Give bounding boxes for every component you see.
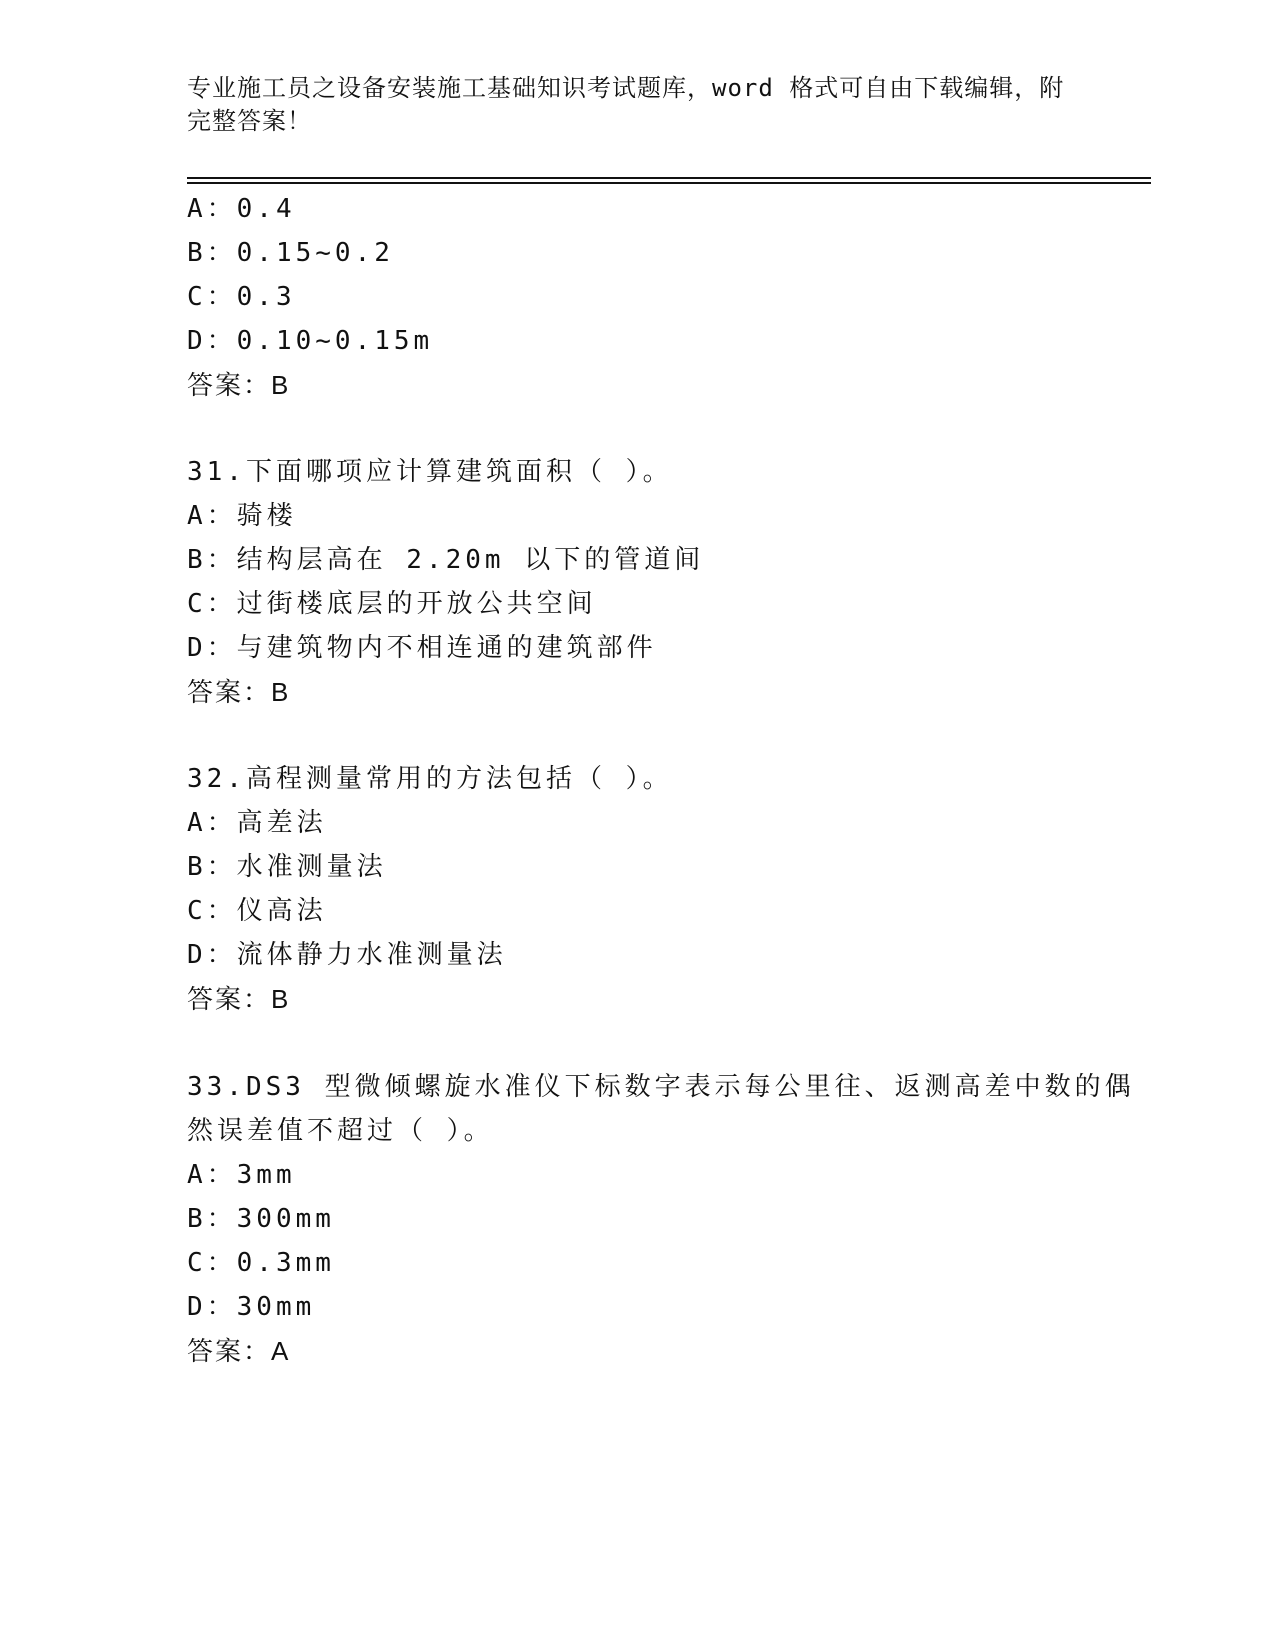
question-33-text-line1: 33.DS3 型微倾螺旋水准仪下标数字表示每公里往、返测高差中数的偶 — [187, 1072, 1135, 1102]
question-33-option-d: D：30mm — [187, 1292, 316, 1322]
question-31-option-d: D：与建筑物内不相连通的建筑部件 — [187, 633, 657, 663]
question-31-option-b: B：结构层高在 2.20m 以下的管道间 — [187, 545, 705, 575]
question-31-option-c: C：过街楼底层的开放公共空间 — [187, 589, 597, 619]
document-header: 专业施工员之设备安装施工基础知识考试题库，word 格式可自由下载编辑，附完整答案！ — [187, 74, 1065, 135]
header-divider-top — [187, 177, 1151, 179]
question-32-option-c: C：仪高法 — [187, 896, 327, 926]
question-31-option-a: A：骑楼 — [187, 501, 297, 531]
prev-option-c: C：0.3 — [187, 282, 296, 312]
question-32-option-b: B：水准测量法 — [187, 852, 387, 882]
prev-option-a: A：0.4 — [187, 194, 296, 224]
prev-answer: 答案：B — [187, 370, 291, 400]
prev-option-b: B：0.15~0.2 — [187, 238, 394, 268]
prev-option-d: D：0.10~0.15m — [187, 326, 434, 356]
question-33-text-line2: 然误差值不超过（ ）。 — [187, 1116, 494, 1146]
question-32-answer: 答案：B — [187, 984, 291, 1014]
question-31-answer: 答案：B — [187, 677, 291, 707]
question-32-option-a: A：高差法 — [187, 808, 327, 838]
question-33-option-a: A：3mm — [187, 1160, 296, 1190]
header-divider-bottom — [187, 182, 1151, 184]
question-33-answer: 答案：A — [187, 1336, 291, 1366]
question-31-text: 31.下面哪项应计算建筑面积（ ）。 — [187, 457, 673, 487]
question-32-option-d: D：流体静力水准测量法 — [187, 940, 507, 970]
question-33-option-c: C：0.3mm — [187, 1248, 335, 1278]
question-33-option-b: B：300mm — [187, 1204, 335, 1234]
question-32-text: 32.高程测量常用的方法包括（ ）。 — [187, 764, 673, 794]
